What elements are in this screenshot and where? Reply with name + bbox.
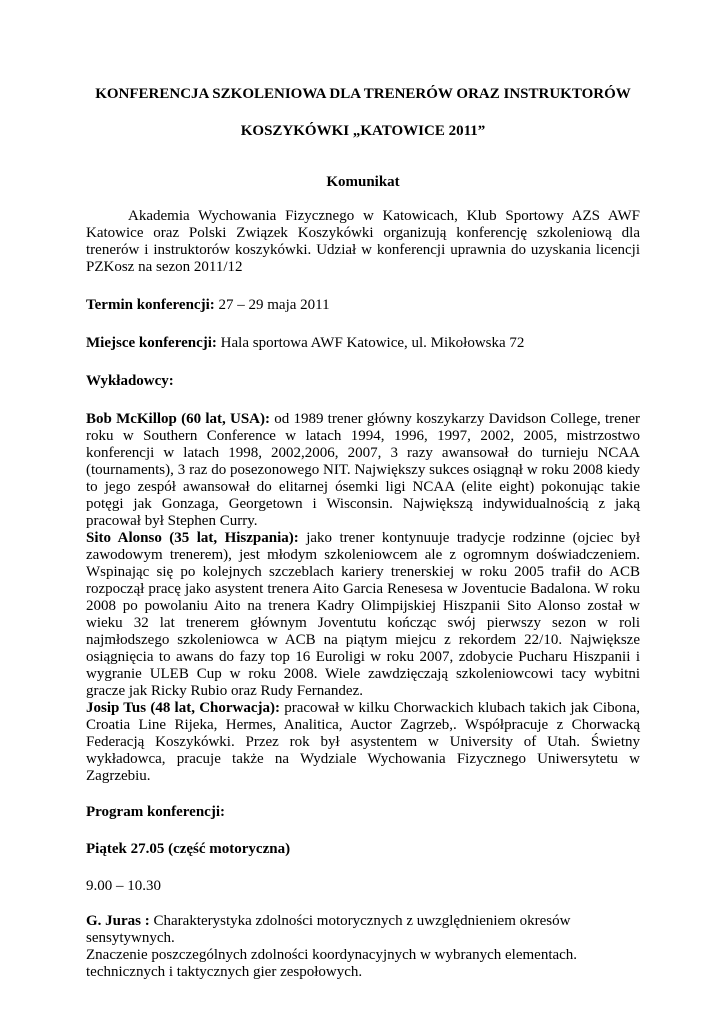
session-topic2: Znaczenie poszczególnych zdolności koordynacyjnych w wybranych elementach. technicznych i taktycznych gier zespołowych. [86, 947, 578, 980]
lecturer-entry [86, 700, 640, 785]
document-subtitle: Komunikat [326, 174, 400, 190]
program-heading: Program konferencji: [86, 804, 225, 820]
document-title-line1: KONFERENCJA SZKOLENIOWA DLA TRENERÓW ORAZ INSTRUKTORÓW [95, 86, 631, 102]
miejsce-label: Miejsce konferencji: [86, 335, 217, 351]
lecturer-entry [86, 411, 640, 530]
termin-value: 27 – 29 maja 2011 [214, 297, 330, 313]
session-topic1: Charakterystyka zdolności motorycznych z uwzględnieniem okresów sensytywnych. [86, 913, 571, 946]
document-page [86, 82, 640, 981]
program-day: Piątek 27.05 (część motoryczna) [86, 841, 291, 857]
termin-label: Termin konferencji: [86, 297, 215, 313]
program-time: 9.00 – 10.30 [86, 878, 161, 894]
lecturer-name: Sito Alonso (35 lat, Hiszpania): [86, 530, 299, 546]
lecturer-name: Bob McKillop (60 lat, USA): [86, 411, 270, 427]
lecturer-bio: jako trener kontynuuje tradycje rodzinne (ojciec był zawodowym trenerem), jest młodym szkoleniowcem ale z ogromnym doświadczeniem. Wspinając się po kolejnych szczeblach kariery trenerskiej w roku 2005 trafił do ACB rozpoczął pracę jako asystent trenera Aito Garcia Renesesa w Joventucie Badalona. W roku 2008 po powolaniu Aito na trenera Kadry Olimpijskiej Hiszpanii Sito Alonso został w wieku 32 lat trenerem głównym Joventutu kończąc swój pierwszy sezon w roli najmłodszego szkoleniowca w ACB na piątym miejcu z rekordem 22/10. Największe osiągnięcia to awans do fazy top 16 Euroligi w roku 2007, zdobycie Pucharu Hiszpanii i wygranie ULEB Cup w roku 2008. Wiele zawdzięczają szkoleniowcowi tacy wybitni gracze jak Ricky Rubio oraz Rudy Fernandez. [86, 530, 641, 699]
lecturer-bio: pracował w kilku Chorwackich klubach takich jak Cibona, Croatia Line Rijeka, Hermes, Analitica, Auctor Zagrzeb,. Współpracuje z Chorwacką Federacją Koszykówki. Przez rok był asystentem w University of Utah. Świetny wykładowca, pracuje także na Wydziale Wychowania Fizycznego Uniwersytetu w Zagrzebiu. [86, 700, 640, 784]
program-session [86, 913, 640, 947]
intro-paragraph: Akademia Wychowania Fizycznego w Katowicach, Klub Sportowy AZS AWF Katowice oraz Polski Związek Koszykówki organizują konferencję szkoleniową dla trenerów i instruktorów koszykówki. Udział w konferencji uprawnia do uzyskania licencji PZKosz na sezon 2011/12 [86, 208, 640, 275]
session-speaker: G. Juras : [86, 913, 150, 929]
lecturer-bio: od 1989 trener główny koszykarzy Davidson College, trener roku w Southern Conference w latach 1994, 1996, 1997, 2002, 2005, mistrzostwo konferencji w latach 1998, 2002,2006, 2007, 3 razy awansował do turnieju NCAA (tournaments), 3 raz do posezonowego NIT. Największy sukces osiągnął w roku 2008 kiedy to jego zespół awansował do elitarnej ósemki ligi NCAA (elite eight) pokonując takie potęgi jak Gonzaga, Georgetown i Wisconsin. Największą indywidualnością z jaką pracował był Stephen Curry. [86, 411, 640, 529]
miejsce-line [86, 335, 640, 352]
lecturer-name: Josip Tus (48 lat, Chorwacja): [86, 700, 281, 716]
document-title-line2: KOSZYKÓWKI „KATOWICE 2011” [240, 123, 486, 139]
termin-line [86, 297, 640, 314]
miejsce-value: Hala sportowa AWF Katowice, ul. Mikołowska 72 [216, 335, 525, 351]
lecturers-heading: Wykładowcy: [86, 373, 174, 389]
lecturer-entry [86, 530, 640, 700]
